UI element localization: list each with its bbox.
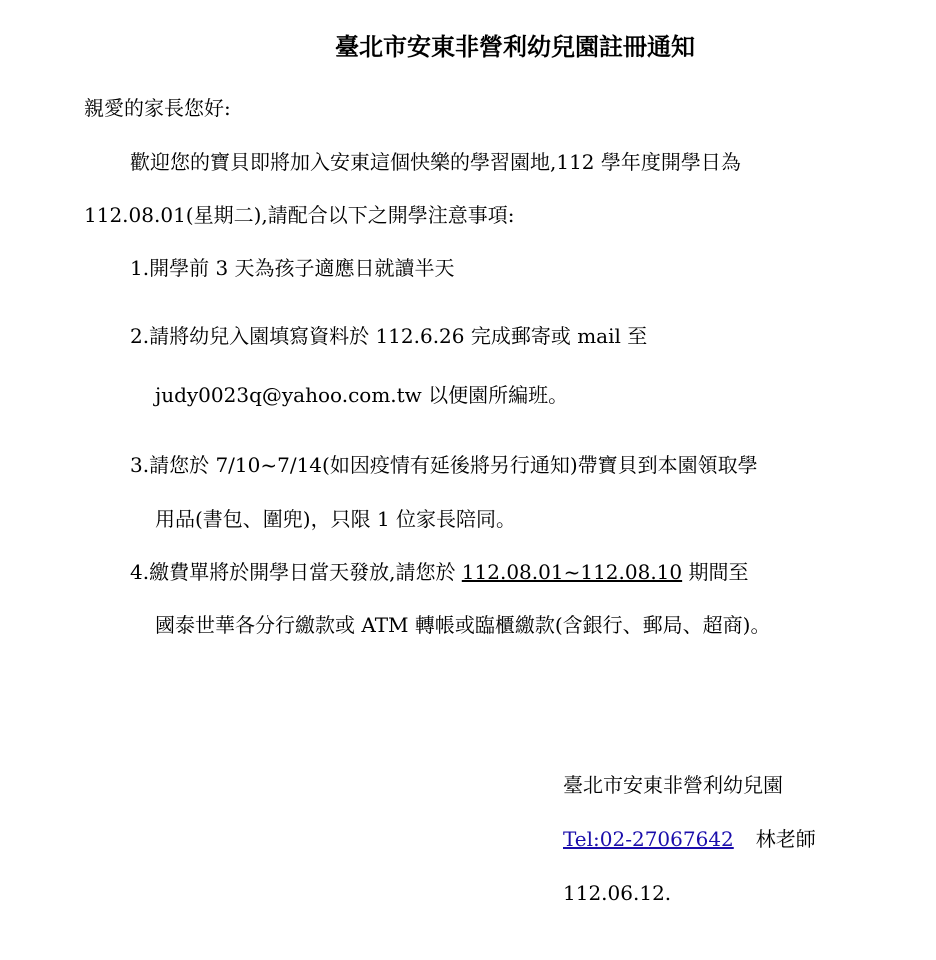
item-4-line-2: 國泰世華各分行繳款或 ATM 轉帳或臨櫃繳款(含銀行、郵局、超商)。 xyxy=(155,613,771,637)
item-4-line-1 xyxy=(130,560,749,584)
item-1: 1.開學前 3 天為孩子適應日就讀半天 xyxy=(130,256,455,280)
item-4-text-pre: 4.繳費單將於開學日當天發放,請您於 xyxy=(130,560,462,584)
signature-contact xyxy=(563,827,816,851)
signature-date: 112.06.12. xyxy=(563,881,672,905)
intro-line-2: 112.08.01(星期二),請配合以下之開學注意事項: xyxy=(84,203,515,227)
item-3-line-2: 用品(書包、圍兜)，只限 1 位家長陪同。 xyxy=(155,507,517,531)
intro-line-1: 歡迎您的寶貝即將加入安東這個快樂的學習園地,112 學年度開學日為 xyxy=(130,150,741,174)
payment-period-dates: 112.08.01~112.08.10 xyxy=(461,560,683,584)
item-4-text-post: 期間至 xyxy=(682,560,749,584)
item-3-line-1: 3.請您於 7/10~7/14(如因疫情有延後將另行通知)帶寶貝到本園領取學 xyxy=(130,453,758,477)
teacher-name: 林老師 xyxy=(755,827,816,851)
signature-org: 臺北市安東非營利幼兒園 xyxy=(563,773,783,797)
greeting: 親愛的家長您好: xyxy=(84,96,231,120)
notice-title: 臺北市安東非營利幼兒園註冊通知 xyxy=(335,32,695,61)
item-2-line-2: judy0023q@yahoo.com.tw 以便園所編班。 xyxy=(155,383,569,407)
item-2-line-1: 2.請將幼兒入園填寫資料於 112.6.26 完成郵寄或 mail 至 xyxy=(130,324,648,348)
tel-link[interactable]: Tel:02-27067642 xyxy=(563,827,734,851)
